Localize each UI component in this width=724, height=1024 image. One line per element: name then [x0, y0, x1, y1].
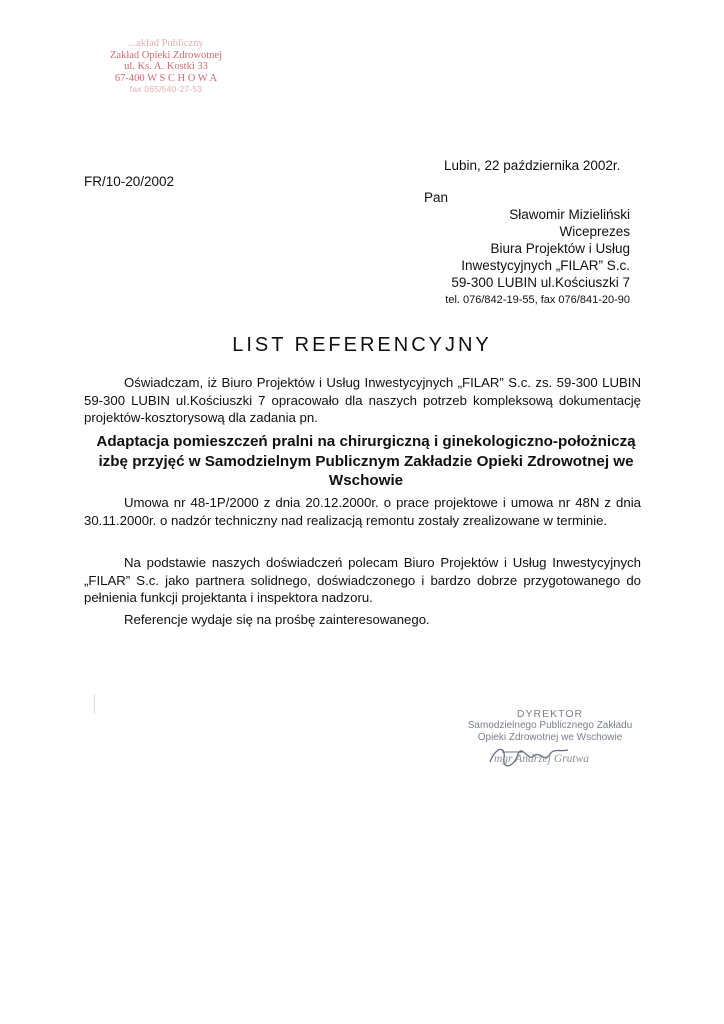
signature-org-1: Samodzielnego Publicznego Zakładu [467, 720, 633, 731]
recipient-street: 59-300 LUBIN ul.Kościuszki 7 [451, 275, 630, 290]
paragraph-2: Umowa nr 48-1P/2000 z dnia 20.12.2000r. o prace projektowe i umowa nr 48N z dnia 30.11.2000r. o nadzór techniczny nad realizacją remontu zostały zrealizowane w terminie. [84, 495, 641, 528]
margin-mark [94, 694, 95, 714]
signature-name: mgr Andrzej Grutwa [494, 753, 589, 765]
signature-title: DYREKTOR [516, 708, 584, 720]
place-date: Lubin, 22 października 2002r. [444, 158, 621, 173]
paragraph-3: Na podstawie naszych doświadczeń polecam Biuro Projektów i Usług Inwestycyjnych „FILAR” S.c. jako partnera solidnego, doświadczonego i bardzo dobrze przygotowanego do pełnienia funkcji projektanta i inspektora nadzoru. [84, 555, 641, 605]
stamp-line-2: Zakład Opieki Zdrowotnej [110, 49, 222, 61]
project-subject: Adaptacja pomieszczeń pralni na chirurgiczną i ginekologiczno-położniczą izbę przyjęć w Samodzielnym Publicznym Zakładzie Opieki Zdrowotnej we Wschowie [96, 433, 636, 489]
stamp-line-1: ...akład Publiczny [128, 38, 204, 49]
recipient-address [400, 206, 630, 309]
signature-stamp [450, 708, 650, 744]
signature-org-2: Opieki Zdrowotnej we Wschowie [477, 732, 623, 743]
paragraph-1: Oświadczam, iż Biuro Projektów i Usług Inwestycyjnych „FILAR” S.c. zs. 59-300 LUBIN 59-300 LUBIN ul.Kościuszki 7 opracowało dla naszych potrzeb kompleksową dokumentację projektów-kosztorysową dla zadania pn. [84, 375, 641, 425]
stamp-line-5: fax 065/540-27-53 [129, 84, 203, 94]
stamp-line-3: ul. Ks. A. Kostki 33 [124, 61, 208, 72]
recipient-name: Sławomir Mizieliński [509, 207, 630, 222]
recipient-company-1: Biura Projektów i Usług [490, 241, 630, 256]
recipient-phone: tel. 076/842-19-55, fax 076/841-20-90 [445, 294, 630, 306]
stamp-line-4: 67-400 W S C H O W A [114, 72, 218, 84]
salutation: Pan [424, 190, 449, 205]
letter-heading: LIST REFERENCYJNY [232, 334, 492, 356]
recipient-position: Wiceprezes [559, 224, 630, 239]
paragraph-4: Referencje wydaje się na prośbę zainteresowanego. [124, 612, 430, 627]
institution-stamp [86, 38, 246, 96]
reference-number: FR/10-20/2002 [84, 174, 175, 189]
recipient-company-2: Inwestycyjnych „FILAR” S.c. [461, 258, 630, 273]
